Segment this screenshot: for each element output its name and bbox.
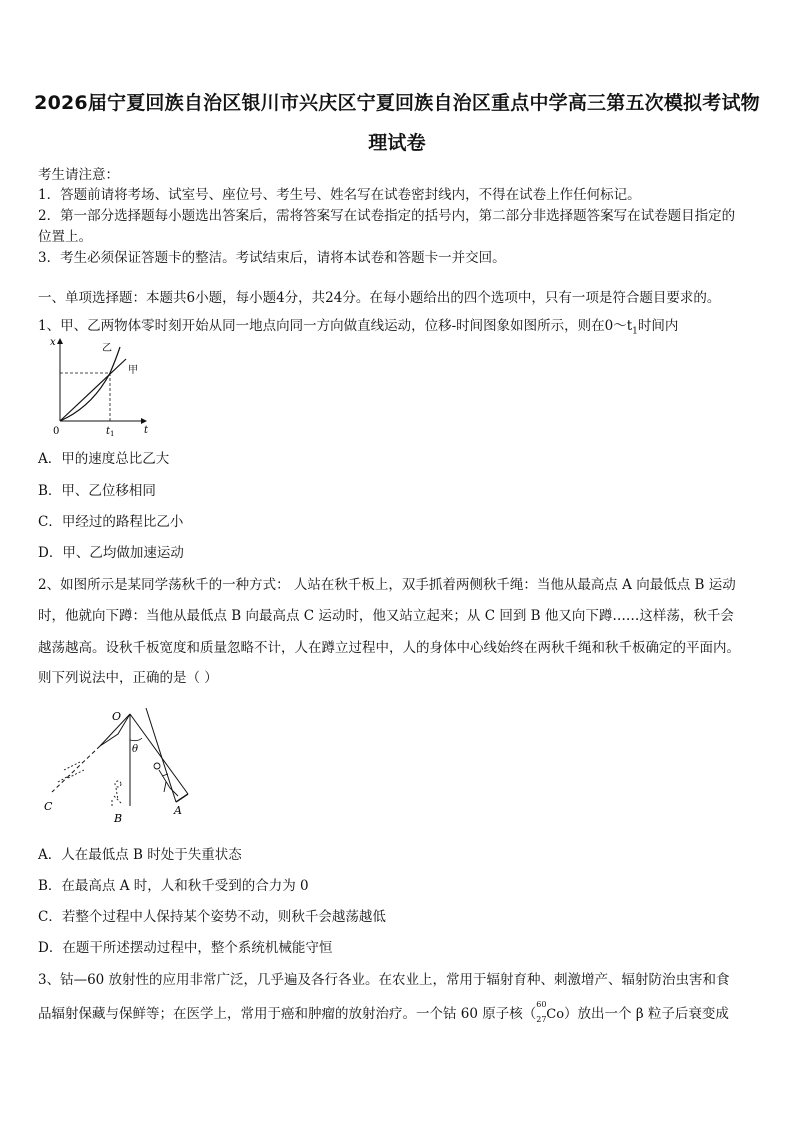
question-3-line-2	[38, 1002, 758, 1022]
question-2-option-a: A．人在最低点 B 时处于失重状态	[38, 847, 242, 863]
label-c: C	[44, 800, 53, 813]
notice-item-3: 3．考生必须保证答题卡的整洁。考试结束后，请将本试卷和答题卡一并交回。	[38, 250, 506, 266]
nuclide-mass-number: 60	[536, 1000, 547, 1009]
theta-arc	[130, 738, 142, 741]
question-3-line-1: 3、钴—60 放射性的应用非常广泛，几乎遍及各行各业。在农业上，常用于辐射育种、刺激增产、辐射防治虫害和食	[38, 972, 730, 988]
notice-item-2-cont: 位置上。	[38, 229, 92, 245]
question-2-option-d: D．在题干所述摆动过程中，整个系统机械能守恒	[38, 940, 333, 956]
person-a-body	[159, 770, 178, 796]
t1-label-main: t	[106, 426, 111, 437]
notice-item-1: 1．答题前请将考场、试室号、座位号、考生号、姓名写在试卷密封线内，不得在试卷上作任何标记。	[38, 187, 641, 203]
curve-jia-label: 甲	[128, 365, 138, 376]
t1-label	[106, 426, 115, 438]
person-a-head	[154, 763, 160, 769]
question-1-option-b: B．甲、乙位移相同	[38, 483, 156, 499]
label-b: B	[114, 812, 123, 825]
question-1-option-c: C．甲经过的路程比乙小	[38, 514, 184, 530]
question-2-stem-line-3: 越荡越高。设秋千板宽度和质量忽略不计，人在蹲立过程中，人的身体中心线始终在两秋千绳和秋千板确定的平面内。	[38, 640, 740, 656]
person-b-dashed	[112, 788, 122, 808]
question-1-stem-text: 1、甲、乙两物体零时刻开始从同一地点向同一方向做直线运动，位移-时间图象如图所示，则在0～t	[38, 318, 633, 334]
question-2-option-b: B．在最高点 A 时，人和秋千受到的合力为 0	[38, 878, 309, 894]
curve-yi	[60, 347, 120, 421]
label-a: A	[174, 804, 182, 817]
question-3-line-2-suffix: ）放出一个 β 粒子后衰变成	[564, 1006, 729, 1022]
rope-to-a-outer	[130, 714, 188, 794]
notice-item-2: 2．第一部分选择题每小题选出答案后，需将答案写在试卷指定的括号内，第二部分非选择题答案写在试卷题目指定的	[38, 208, 736, 224]
curve-yi-label: 乙	[102, 343, 112, 354]
question-2-option-c: C．若整个过程中人保持某个姿势不动，则秋千会越荡越低	[38, 909, 386, 925]
question-2-swing-diagram	[38, 700, 198, 828]
t-axis-label: t	[144, 425, 149, 436]
t1-label-sub: 1	[110, 430, 115, 438]
label-theta: θ	[132, 744, 139, 755]
page-title-line2: 理试卷	[368, 132, 426, 154]
nuclide-symbol: Co	[546, 1007, 565, 1022]
question-2-stem-line-2: 时，他就向下蹲：当他从最低点 B 向最高点 C 运动时，他又站立起来；从 C 回到 B 他又向下蹲……这样荡，秋千会	[38, 608, 734, 624]
rope-to-c-dashed	[52, 746, 100, 792]
notice-heading: 考生请注意：	[38, 167, 119, 183]
t1-subscript: 1	[632, 326, 638, 337]
x-axis-label: x	[50, 337, 56, 348]
section-heading: 一、单项选择题：本题共6小题，每小题4分，共24分。在每小题给出的四个选项中，只有一项是符合题目要求的。	[38, 290, 721, 306]
question-1-stem-suffix: 时间内	[637, 318, 679, 334]
question-1-option-d: D．甲、乙均做加速运动	[38, 545, 184, 561]
page-title: 2026届宁夏回族自治区银川市兴庆区宁夏回族自治区重点中学高三第五次模拟考试物	[34, 92, 760, 114]
question-1-xt-graph	[40, 333, 160, 441]
person-c-dashed	[58, 762, 84, 782]
question-1-option-a: A．甲的速度总比乙大	[38, 451, 170, 467]
question-3-line-2-prefix: 品辐射保藏与保鲜等；在医学上，常用于癌和肿瘤的放射治疗。一个钴 60 原子核（	[38, 1006, 537, 1022]
person-b-head	[115, 781, 121, 787]
label-o: O	[112, 710, 122, 723]
curve-jia	[60, 359, 126, 421]
rope-to-a-inner	[146, 708, 176, 802]
nuclide-atomic-number: 27	[536, 1015, 547, 1024]
question-2-stem-line-4: 则下列说法中，正确的是（ ）	[38, 670, 218, 686]
question-2-stem-line-1: 2、如图所示是某同学荡秋千的一种方式： 人站在秋千板上，双手抓着两侧秋千绳：当他从最高点 A 向最低点 B 运动	[38, 577, 736, 593]
origin-label: 0	[53, 426, 60, 437]
cobalt-nuclide	[536, 1000, 565, 1024]
